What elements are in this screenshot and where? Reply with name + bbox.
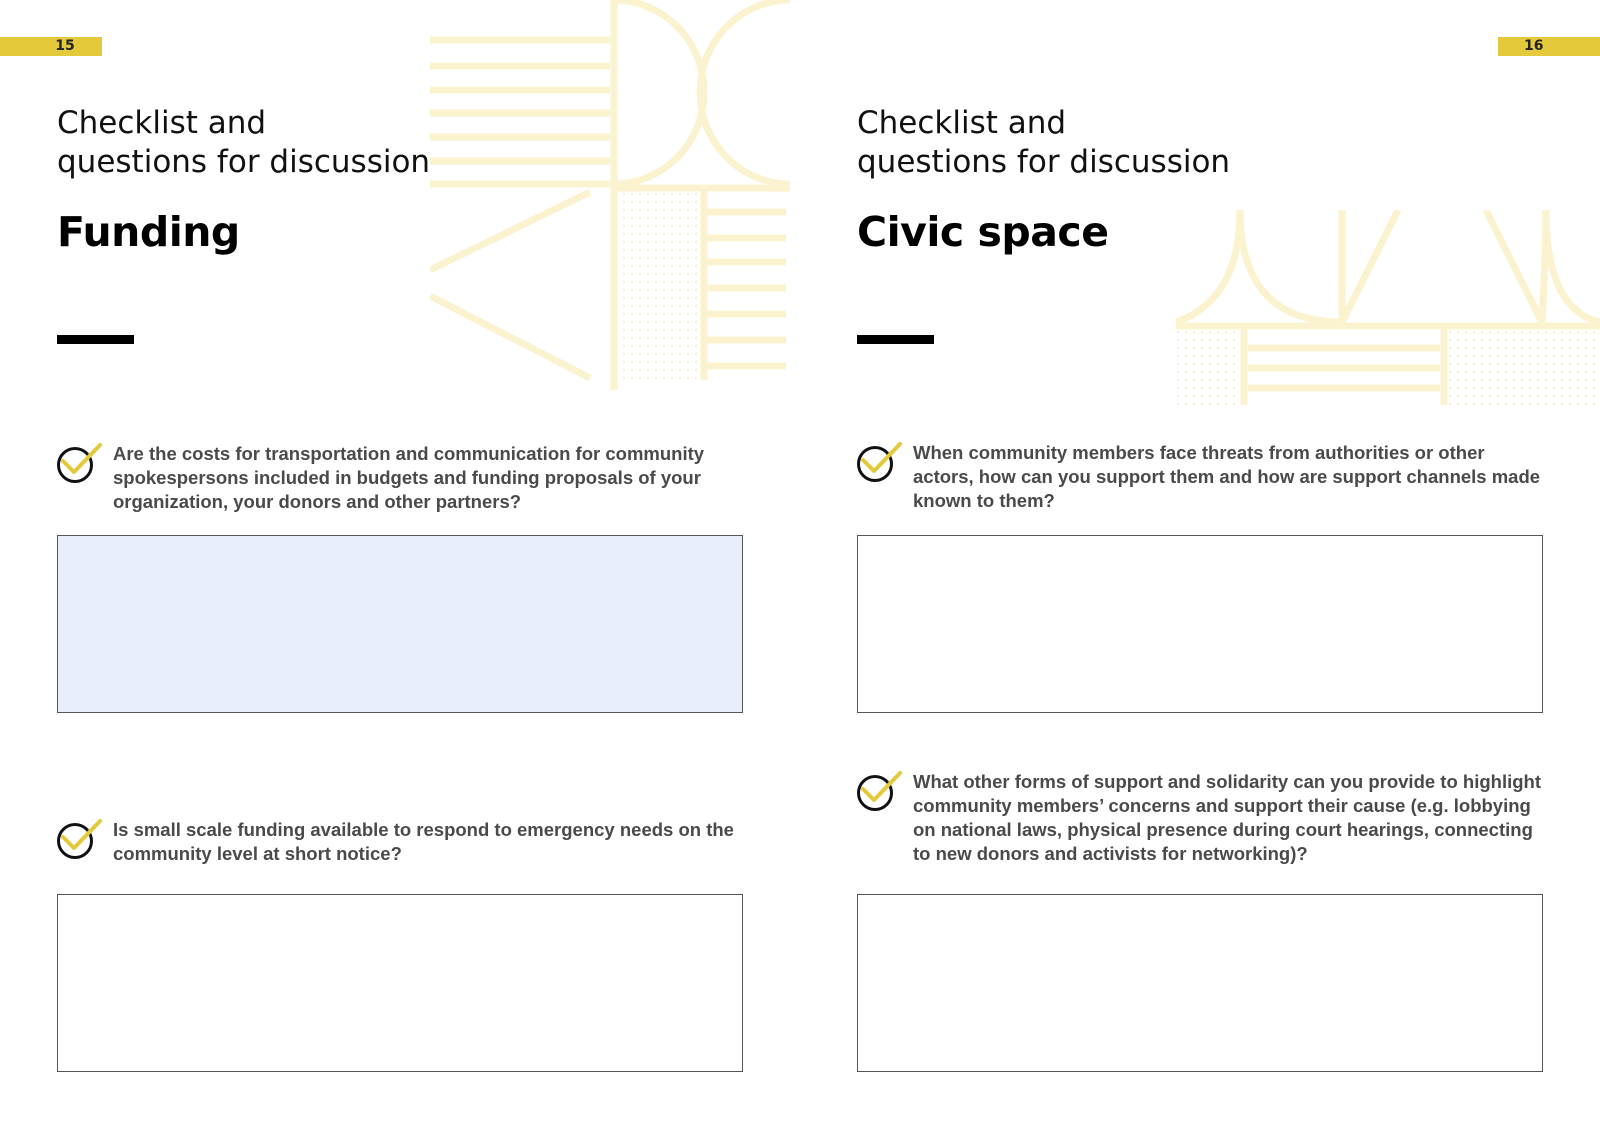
question-text: When community members face threats from authorities or other actors, how can you support them and how are support channels made known to them? (913, 442, 1541, 511)
page-title: Civic space (857, 208, 1109, 256)
answer-field[interactable] (57, 894, 743, 1072)
title-divider (57, 335, 134, 344)
question-item (857, 770, 1547, 866)
page-16 (800, 0, 1600, 1131)
page-number: 15 (55, 38, 75, 54)
checkmark-icon (57, 818, 103, 860)
checkmark-icon (57, 442, 103, 484)
question-text: What other forms of support and solidarity can you provide to highlight community members’ concerns and support their cause (e.g. lobbying on national laws, physical presence during court hearings, connecting to new donors and activists for networking)? (913, 771, 1541, 864)
section-subtitle (57, 104, 477, 182)
decorative-pattern (430, 0, 800, 390)
decorative-pattern (1176, 210, 1600, 405)
question-item (857, 441, 1547, 513)
question-item (57, 442, 747, 514)
title-divider (857, 335, 934, 344)
answer-field[interactable] (57, 535, 743, 713)
answer-field[interactable] (857, 535, 1543, 713)
checkmark-icon (857, 770, 903, 812)
page-title: Funding (57, 208, 240, 256)
subtitle-line: Checklist and (57, 105, 267, 141)
answer-field[interactable] (857, 894, 1543, 1072)
question-text: Are the costs for transportation and communication for community spokespersons included in budgets and funding proposals of your organization, your donors and other partners? (113, 443, 705, 512)
checkmark-icon (857, 441, 903, 483)
subtitle-line: questions for discussion (57, 144, 431, 180)
section-subtitle (857, 104, 1277, 182)
question-item (57, 818, 747, 866)
question-text: Is small scale funding available to respond to emergency needs on the community level at short notice? (113, 819, 734, 864)
subtitle-line: Checklist and (857, 105, 1067, 141)
subtitle-line: questions for discussion (857, 144, 1231, 180)
page-number: 16 (1524, 38, 1544, 54)
